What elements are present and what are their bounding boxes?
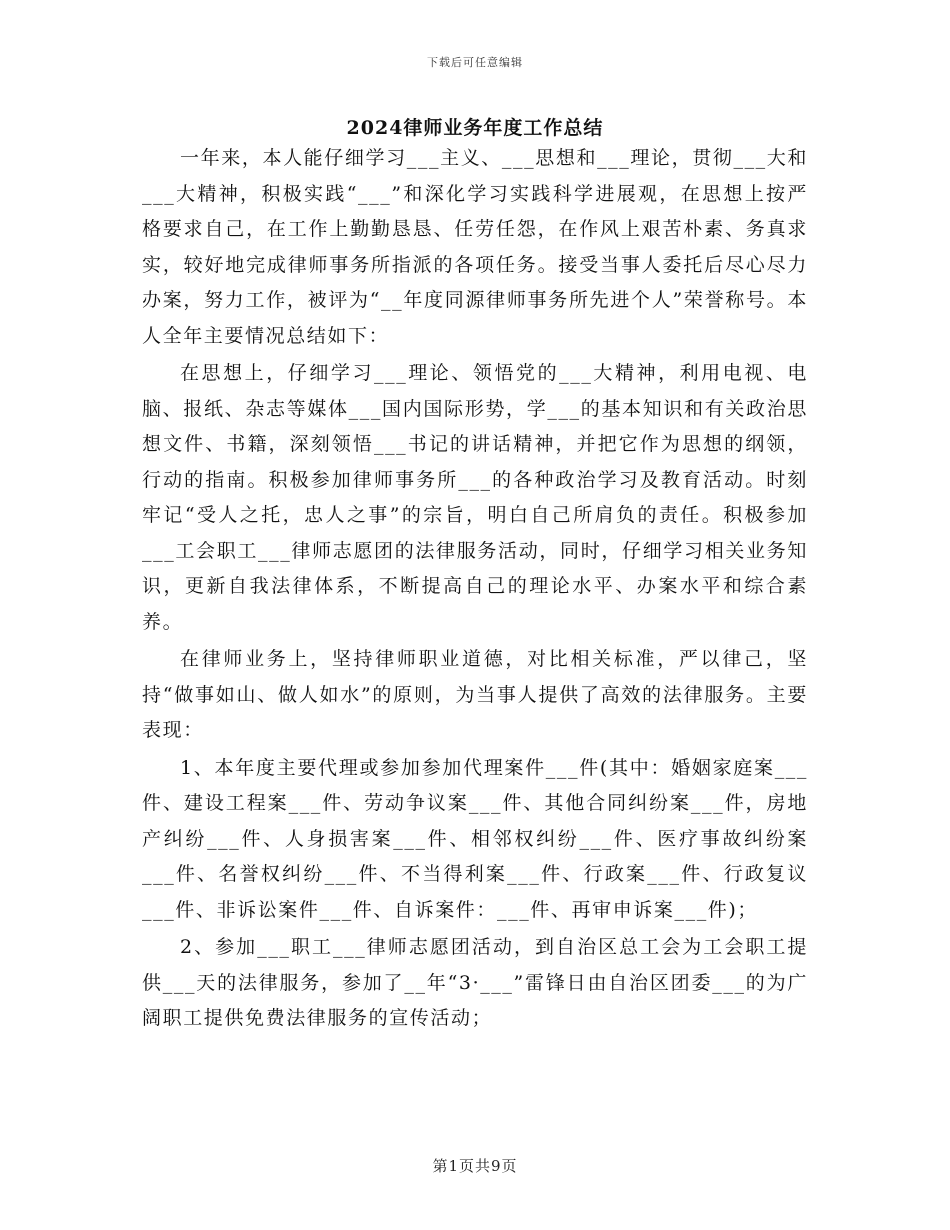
page-number: 第1页共9页 — [432, 1157, 518, 1175]
header-note: 下载后可任意编辑 — [427, 56, 523, 69]
document-title: 2024律师业务年度工作总结 — [346, 117, 604, 139]
document-body — [142, 141, 808, 1039]
paragraph-intro: 一年来，本人能仔细学习___主义、___思想和___理论，贯彻___大和___大精神，积极实践“___”和深化学习实践科学进展观，在思想上按严格要求自己，在工作上勤勤恳恳、任劳任怨，在作风上艰苦朴素、务真求实，较好地完成律师事务所指派的各项任务。接受当事人委托后尽心尽力办案，努力工作，被评为“__年度同源律师事务所先进个人”荣誉称号。本人全年主要情况总结如下： — [142, 147, 808, 347]
paragraph-item-1: 1、本年度主要代理或参加参加代理案件___件(其中：婚姻家庭案___件、建设工程案___件、劳动争议案___件、其他合同纠纷案___件，房地产纠纷___件、人身损害案___件、相邻权纠纷___件、医疗事故纠纷案___件、名誉权纠纷___件、不当得利案___件、行政案___件、行政复议___件、非诉讼案件___件、自诉案件：___件、再审申诉案___件)； — [142, 756, 808, 921]
paragraph-item-2: 2、参加___职工___律师志愿团活动，到自治区总工会为工会职工提供___天的法律服务，参加了__年“3·___”雷锋日由自治区团委___的为广阔职工提供免费法律服务的宣传活动； — [142, 936, 808, 1029]
paragraph-business: 在律师业务上，坚持律师职业道德，对比相关标准，严以律己，坚持“做事如山、做人如水”的原则，为当事人提供了高效的法律服务。主要表现： — [142, 648, 808, 741]
paragraph-ideology: 在思想上，仔细学习___理论、领悟党的___大精神，利用电视、电脑、报纸、杂志等媒体___国内国际形势，学___的基本知识和有关政治思想文件、书籍，深刻领悟___书记的讲话精神，并把它作为思想的纲领，行动的指南。积极参加律师事务所___的各种政治学习及教育活动。时刻牢记“受人之托，忠人之事”的宗旨，明白自己所肩负的责任。积极参加___工会职工___律师志愿团的法律服务活动，同时，仔细学习相关业务知识，更新自我法律体系，不断提高自己的理论水平、办案水平和综合素养。 — [142, 362, 808, 633]
